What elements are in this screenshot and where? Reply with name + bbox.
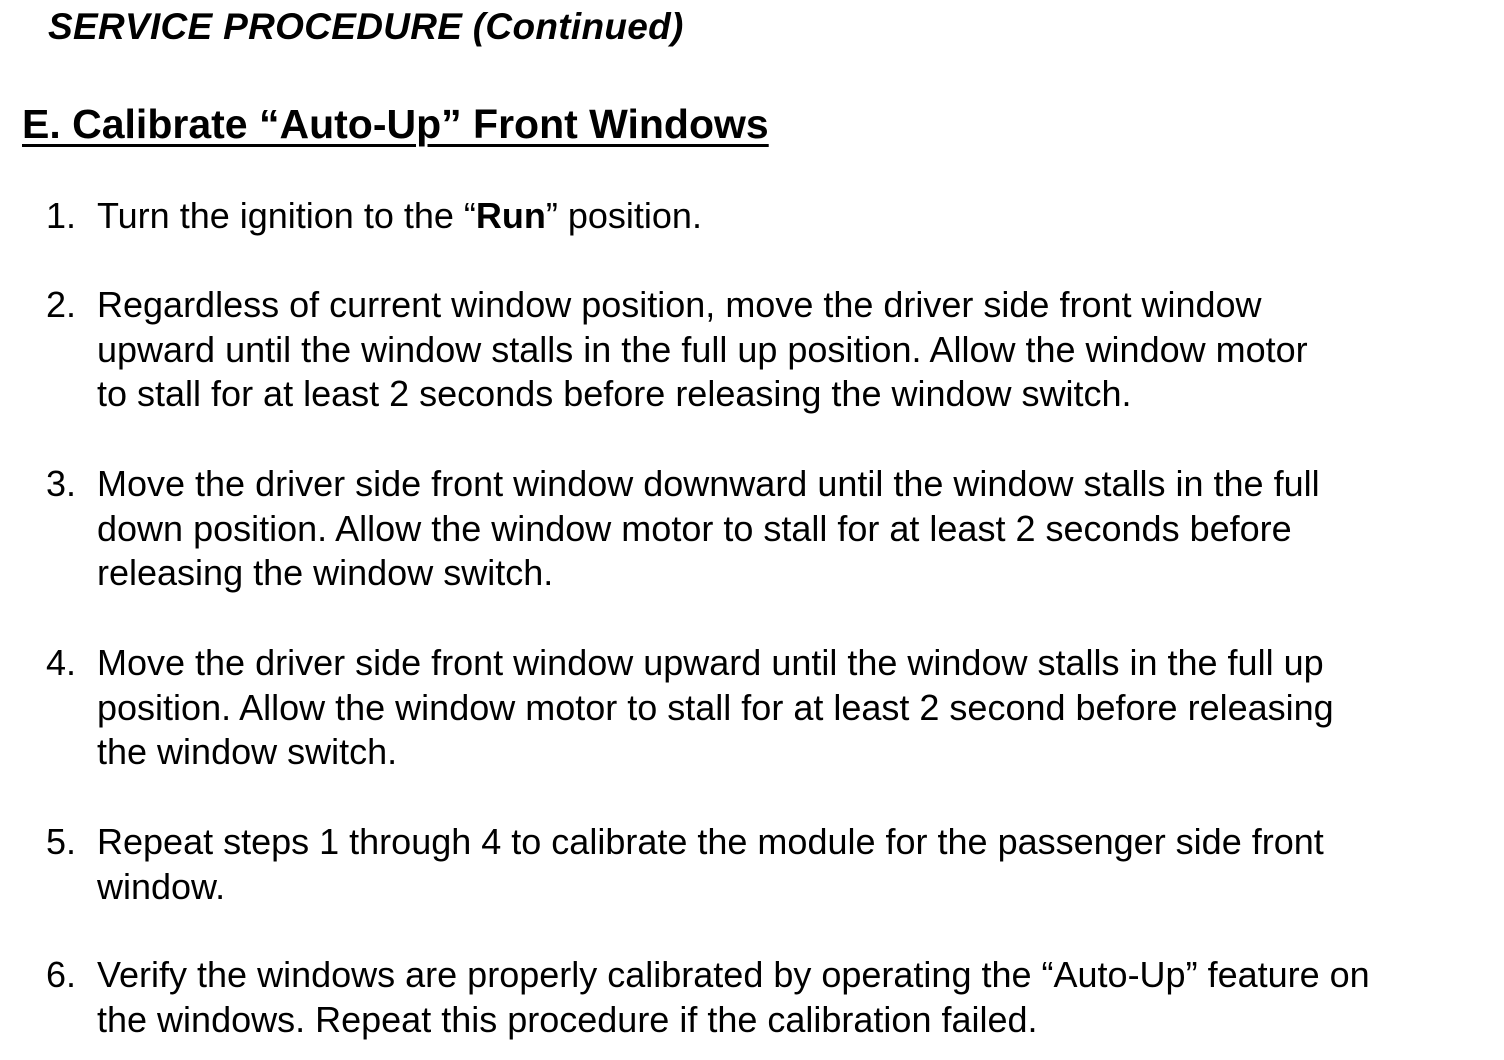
- step-line: Verify the windows are properly calibrated by operating the “Auto-Up” feature on: [97, 954, 1370, 995]
- step-line: to stall for at least 2 seconds before releasing the window switch.: [97, 373, 1132, 414]
- step-text-part: ” position.: [545, 195, 702, 236]
- step-number: 2.: [46, 284, 77, 325]
- step-line: Move the driver side front window downward until the window stalls in the full: [97, 463, 1320, 504]
- step-number: 6.: [46, 954, 77, 995]
- step-text: [97, 194, 1497, 239]
- step-line: down position. Allow the window motor to stall for at least 2 seconds before: [97, 507, 1292, 549]
- step-line: window.: [97, 865, 226, 907]
- step-line: the window switch.: [97, 731, 398, 772]
- step-line: Repeat steps 1 through 4 to calibrate the module for the passenger side front: [97, 821, 1324, 862]
- section-title: E. Calibrate “Auto-Up” Front Windows: [22, 101, 769, 147]
- step-text: [97, 462, 1497, 596]
- step-line: releasing the window switch.: [97, 552, 554, 593]
- step-line: Regardless of current window position, move the driver side front window: [97, 284, 1262, 325]
- step-text-part: Turn the ignition to the “: [97, 195, 476, 236]
- step-line: [97, 194, 1497, 239]
- page-header: SERVICE PROCEDURE (Continued): [48, 6, 684, 47]
- step-text: [97, 283, 1497, 417]
- step-line: position. Allow the window motor to stall for at least 2 second before releasing: [97, 686, 1334, 728]
- step-line: upward until the window stalls in the full up position. Allow the window motor: [97, 328, 1308, 370]
- step-number: 1.: [46, 195, 77, 236]
- step-text: [97, 641, 1497, 775]
- step-line: the windows. Repeat this procedure if the calibration failed.: [97, 998, 1038, 1040]
- step-number: 3.: [46, 463, 77, 504]
- step-line: Move the driver side front window upward until the window stalls in the full up: [97, 642, 1324, 683]
- step-bold-keyword: Run: [475, 195, 546, 236]
- step-text: [97, 953, 1497, 1042]
- step-text: [97, 820, 1497, 909]
- step-number: 4.: [46, 642, 77, 683]
- step-number: 5.: [46, 821, 77, 862]
